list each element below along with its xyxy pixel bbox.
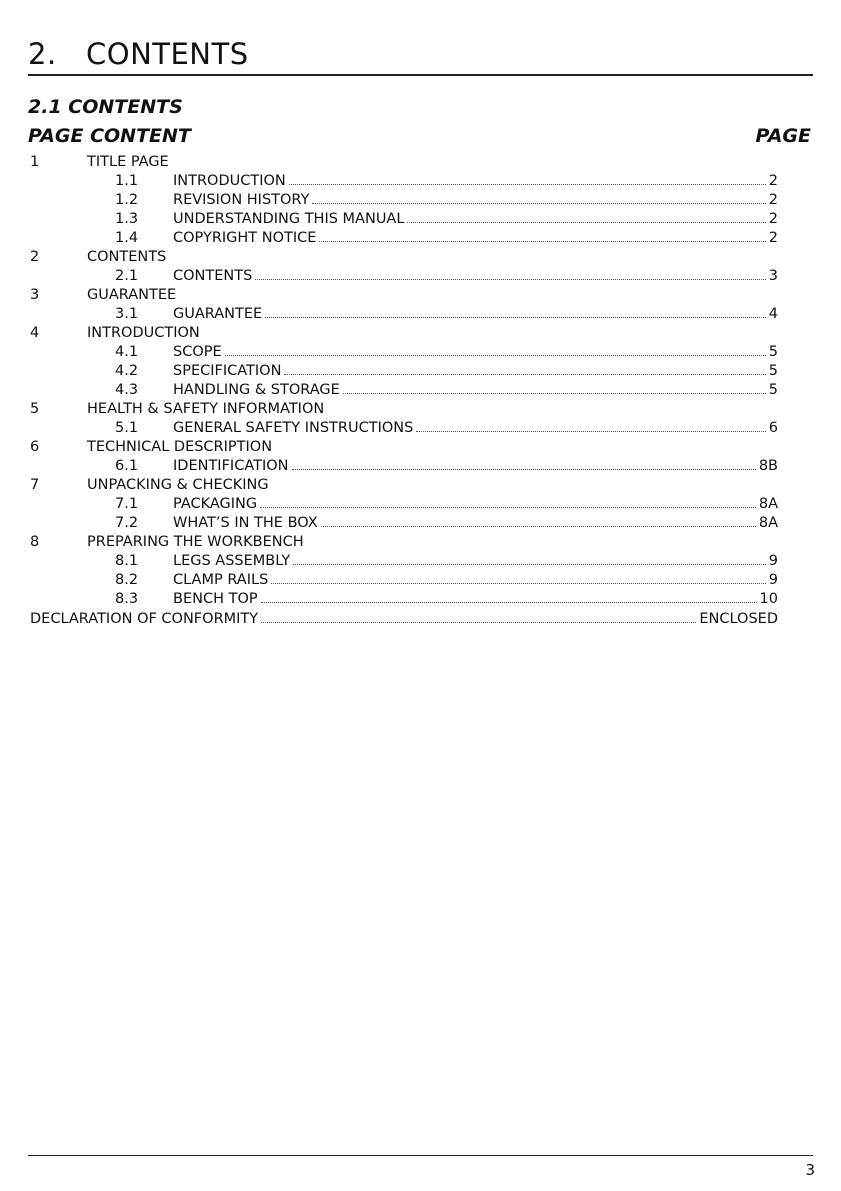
toc-entry-number: 1.3 bbox=[115, 211, 139, 227]
dot-leader bbox=[260, 507, 756, 508]
toc-entry-page: 4 bbox=[768, 306, 778, 322]
toc-entry-line bbox=[173, 419, 778, 438]
declaration-line bbox=[30, 609, 778, 629]
toc-entry-number: 1.2 bbox=[115, 192, 139, 208]
declaration-label: DECLARATION OF CONFORMITY bbox=[30, 611, 259, 627]
toc-section-row bbox=[0, 153, 841, 172]
toc-entry-line bbox=[173, 514, 778, 533]
dot-leader bbox=[319, 241, 765, 242]
toc-entry-label: LEGS ASSEMBLY bbox=[173, 553, 291, 569]
toc-entry-line bbox=[173, 495, 778, 514]
toc-entry[interactable] bbox=[0, 419, 841, 438]
toc-entry-label: WHAT’S IN THE BOX bbox=[173, 515, 318, 531]
column-header-page: PAGE bbox=[755, 125, 811, 147]
toc-entry-line bbox=[173, 362, 778, 381]
bottom-divider bbox=[28, 1155, 813, 1156]
toc-entry-page: 2 bbox=[768, 230, 778, 246]
toc-entry-line bbox=[173, 210, 778, 229]
toc-entry-line bbox=[173, 571, 778, 590]
toc-entry-label: BENCH TOP bbox=[173, 591, 258, 607]
toc-entry-line bbox=[173, 552, 778, 571]
toc-entry-number: 5.1 bbox=[115, 420, 139, 436]
toc-entry[interactable] bbox=[0, 267, 841, 286]
toc-entry-page: 8B bbox=[758, 458, 778, 474]
toc-entry-label: IDENTIFICATION bbox=[173, 458, 289, 474]
dot-leader bbox=[293, 564, 766, 565]
dot-leader bbox=[265, 317, 766, 318]
toc-entry-page: 8A bbox=[758, 496, 778, 512]
toc-entry-number: 8.2 bbox=[115, 572, 139, 588]
toc-entry-line bbox=[173, 172, 778, 191]
toc-entry[interactable] bbox=[0, 172, 841, 191]
toc-entry-line bbox=[173, 267, 778, 286]
toc-entry[interactable] bbox=[0, 514, 841, 533]
toc-section-number: 3 bbox=[30, 287, 40, 303]
toc-section-row bbox=[0, 533, 841, 552]
toc-entry-page: 5 bbox=[768, 344, 778, 360]
toc-section-row bbox=[0, 286, 841, 305]
dot-leader bbox=[261, 622, 696, 623]
toc-entry[interactable] bbox=[0, 571, 841, 590]
toc-entry-number: 1.4 bbox=[115, 230, 139, 246]
toc-entry-line bbox=[173, 590, 778, 609]
toc-entry-number: 1.1 bbox=[115, 173, 139, 189]
toc-entry-number: 6.1 bbox=[115, 458, 139, 474]
toc-section-row bbox=[0, 324, 841, 343]
declaration-row[interactable] bbox=[0, 609, 841, 629]
toc-entry-label: SPECIFICATION bbox=[173, 363, 282, 379]
toc-entry-label: UNDERSTANDING THIS MANUAL bbox=[173, 211, 405, 227]
toc-entry-number: 8.3 bbox=[115, 591, 139, 607]
toc-entry-page: 2 bbox=[768, 192, 778, 208]
toc-section-number: 6 bbox=[30, 439, 40, 455]
toc-section-row bbox=[0, 476, 841, 495]
dot-leader bbox=[225, 355, 766, 356]
toc-entry-page: 8A bbox=[758, 515, 778, 531]
toc-entry-label: GUARANTEE bbox=[173, 306, 263, 322]
toc-entry-label: GENERAL SAFETY INSTRUCTIONS bbox=[173, 420, 414, 436]
toc-entry-label: CONTENTS bbox=[173, 268, 253, 284]
toc-section-number: 1 bbox=[30, 154, 40, 170]
dot-leader bbox=[271, 583, 765, 584]
toc-entry[interactable] bbox=[0, 381, 841, 400]
toc-entry-number: 7.2 bbox=[115, 515, 139, 531]
toc-section-row bbox=[0, 400, 841, 419]
toc-section-number: 2 bbox=[30, 249, 40, 265]
toc-entry[interactable] bbox=[0, 305, 841, 324]
toc-section-number: 5 bbox=[30, 401, 40, 417]
toc-entry-label: SCOPE bbox=[173, 344, 222, 360]
dot-leader bbox=[261, 602, 757, 603]
section-title: 2.1 CONTENTS bbox=[28, 96, 183, 118]
toc-entry[interactable] bbox=[0, 457, 841, 476]
toc-entry-line bbox=[173, 343, 778, 362]
toc-entry[interactable] bbox=[0, 343, 841, 362]
toc-entry-page: 3 bbox=[768, 268, 778, 284]
toc-section-number: 7 bbox=[30, 477, 40, 493]
toc-entry[interactable] bbox=[0, 210, 841, 229]
toc-section-title: TITLE PAGE bbox=[87, 154, 169, 170]
dot-leader bbox=[321, 526, 756, 527]
toc-section-title: CONTENTS bbox=[87, 249, 167, 265]
dot-leader bbox=[343, 393, 766, 394]
toc-entry[interactable] bbox=[0, 495, 841, 514]
toc-entry-number: 2.1 bbox=[115, 268, 139, 284]
page-number: 3 bbox=[805, 1161, 815, 1179]
toc-section-title: HEALTH & SAFETY INFORMATION bbox=[87, 401, 325, 417]
toc-entry[interactable] bbox=[0, 552, 841, 571]
toc-entry-number: 4.2 bbox=[115, 363, 139, 379]
toc-entry-page: 5 bbox=[768, 363, 778, 379]
toc-entry-page: 6 bbox=[768, 420, 778, 436]
toc-entry-page: 10 bbox=[759, 591, 778, 607]
toc-entry-line bbox=[173, 381, 778, 400]
declaration-page: ENCLOSED bbox=[699, 611, 778, 627]
toc-entry-line bbox=[173, 229, 778, 248]
toc-entry-label: REVISION HISTORY bbox=[173, 192, 310, 208]
toc-entry-page: 9 bbox=[768, 572, 778, 588]
column-header-content: PAGE CONTENT bbox=[28, 125, 191, 147]
toc-entry-number: 4.3 bbox=[115, 382, 139, 398]
toc-section-title: PREPARING THE WORKBENCH bbox=[87, 534, 304, 550]
dot-leader bbox=[292, 469, 756, 470]
toc-entry-number: 4.1 bbox=[115, 344, 139, 360]
dot-leader bbox=[312, 203, 765, 204]
page-heading bbox=[28, 36, 249, 72]
dot-leader bbox=[284, 374, 765, 375]
dot-leader bbox=[407, 222, 765, 223]
top-divider bbox=[28, 74, 813, 76]
toc-entry-label: COPYRIGHT NOTICE bbox=[173, 230, 317, 246]
toc-section-title: TECHNICAL DESCRIPTION bbox=[87, 439, 273, 455]
toc-entry-label: INTRODUCTION bbox=[173, 173, 286, 189]
toc-entry-page: 9 bbox=[768, 553, 778, 569]
dot-leader bbox=[255, 279, 765, 280]
heading-number: 2. bbox=[28, 37, 57, 71]
toc-entry-page: 2 bbox=[768, 173, 778, 189]
toc-entry-number: 7.1 bbox=[115, 496, 139, 512]
toc-section-number: 8 bbox=[30, 534, 40, 550]
toc-entry-page: 2 bbox=[768, 211, 778, 227]
heading-title: CONTENTS bbox=[86, 37, 249, 71]
toc-entry-number: 3.1 bbox=[115, 306, 139, 322]
toc-section-row bbox=[0, 248, 841, 267]
toc-entry[interactable] bbox=[0, 590, 841, 609]
table-of-contents bbox=[0, 153, 841, 629]
dot-leader bbox=[416, 431, 765, 432]
dot-leader bbox=[289, 184, 766, 185]
toc-entry-label: HANDLING & STORAGE bbox=[173, 382, 340, 398]
toc-entry-line bbox=[173, 191, 778, 210]
toc-section-number: 4 bbox=[30, 325, 40, 341]
toc-entry-number: 8.1 bbox=[115, 553, 139, 569]
toc-entry[interactable] bbox=[0, 191, 841, 210]
toc-entry-label: CLAMP RAILS bbox=[173, 572, 269, 588]
toc-entry[interactable] bbox=[0, 229, 841, 248]
toc-entry-line bbox=[173, 305, 778, 324]
toc-entry-line bbox=[173, 457, 778, 476]
toc-entry[interactable] bbox=[0, 362, 841, 381]
toc-section-title: INTRODUCTION bbox=[87, 325, 200, 341]
toc-entry-label: PACKAGING bbox=[173, 496, 258, 512]
toc-section-row bbox=[0, 438, 841, 457]
toc-section-title: GUARANTEE bbox=[87, 287, 177, 303]
toc-section-title: UNPACKING & CHECKING bbox=[87, 477, 269, 493]
toc-entry-page: 5 bbox=[768, 382, 778, 398]
